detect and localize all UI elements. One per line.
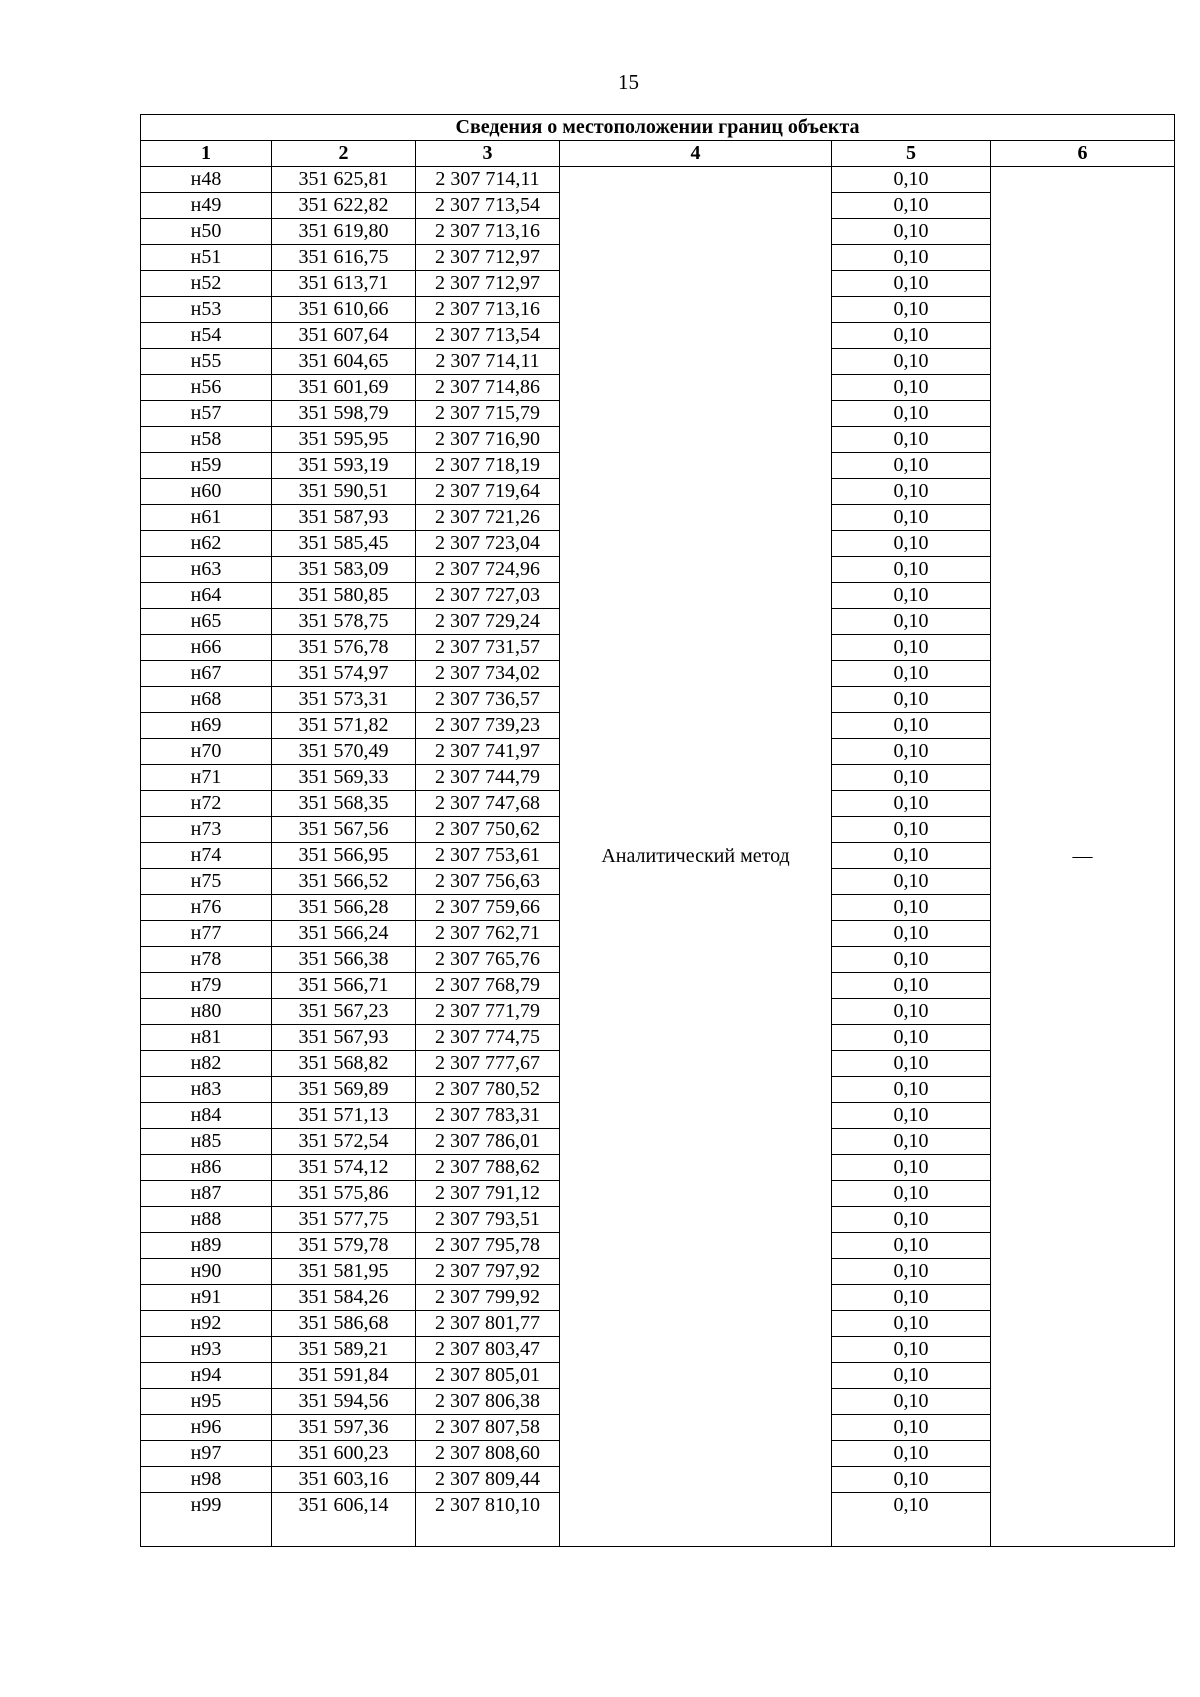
x-coordinate-cell: 351 604,65 <box>272 349 416 375</box>
y-coordinate-cell: 2 307 739,23 <box>416 713 560 739</box>
accuracy-cell: 0,10 <box>832 401 991 427</box>
point-name-cell: н74 <box>141 843 272 869</box>
x-coordinate-cell: 351 567,93 <box>272 1025 416 1051</box>
y-coordinate-cell: 2 307 716,90 <box>416 427 560 453</box>
y-coordinate-cell: 2 307 747,68 <box>416 791 560 817</box>
x-coordinate-cell: 351 593,19 <box>272 453 416 479</box>
point-name-cell: н67 <box>141 661 272 687</box>
point-name-cell: н78 <box>141 947 272 973</box>
x-coordinate-cell: 351 566,28 <box>272 895 416 921</box>
x-coordinate-cell: 351 580,85 <box>272 583 416 609</box>
x-coordinate-cell: 351 625,81 <box>272 167 416 193</box>
point-name-cell: н54 <box>141 323 272 349</box>
point-name-cell: н90 <box>141 1259 272 1285</box>
x-coordinate-cell: 351 566,95 <box>272 843 416 869</box>
accuracy-cell: 0,10 <box>832 1363 991 1389</box>
accuracy-cell: 0,10 <box>832 349 991 375</box>
point-name-cell: н73 <box>141 817 272 843</box>
x-coordinate-cell: 351 570,49 <box>272 739 416 765</box>
accuracy-cell: 0,10 <box>832 557 991 583</box>
accuracy-cell: 0,10 <box>832 765 991 791</box>
accuracy-cell: 0,10 <box>832 453 991 479</box>
point-name-cell: н56 <box>141 375 272 401</box>
x-coordinate-cell: 351 601,69 <box>272 375 416 401</box>
column-header: 2 <box>272 141 416 167</box>
point-name-cell: н95 <box>141 1389 272 1415</box>
y-coordinate-cell: 2 307 719,64 <box>416 479 560 505</box>
accuracy-cell: 0,10 <box>832 375 991 401</box>
point-name-cell: н83 <box>141 1077 272 1103</box>
y-coordinate-cell: 2 307 753,61 <box>416 843 560 869</box>
x-coordinate-cell: 351 577,75 <box>272 1207 416 1233</box>
y-coordinate-cell: 2 307 806,38 <box>416 1389 560 1415</box>
note-cell: — <box>991 167 1175 1547</box>
accuracy-cell: 0,10 <box>832 921 991 947</box>
column-header: 4 <box>560 141 832 167</box>
x-coordinate-cell: 351 569,89 <box>272 1077 416 1103</box>
x-coordinate-cell: 351 566,38 <box>272 947 416 973</box>
x-coordinate-cell: 351 590,51 <box>272 479 416 505</box>
y-coordinate-cell: 2 307 799,92 <box>416 1285 560 1311</box>
y-coordinate-cell: 2 307 741,97 <box>416 739 560 765</box>
y-coordinate-cell: 2 307 783,31 <box>416 1103 560 1129</box>
point-name-cell: н58 <box>141 427 272 453</box>
accuracy-cell: 0,10 <box>832 843 991 869</box>
point-name-cell: н71 <box>141 765 272 791</box>
y-coordinate-cell: 2 307 756,63 <box>416 869 560 895</box>
point-name-cell: н96 <box>141 1415 272 1441</box>
point-name-cell: н75 <box>141 869 272 895</box>
y-coordinate-cell: 2 307 713,54 <box>416 193 560 219</box>
y-coordinate-cell: 2 307 715,79 <box>416 401 560 427</box>
y-coordinate-cell: 2 307 786,01 <box>416 1129 560 1155</box>
accuracy-cell: 0,10 <box>832 323 991 349</box>
accuracy-cell: 0,10 <box>832 1233 991 1259</box>
accuracy-cell: 0,10 <box>832 427 991 453</box>
method-cell: Аналитический метод <box>560 167 832 1547</box>
accuracy-cell: 0,10 <box>832 271 991 297</box>
x-coordinate-cell: 351 613,71 <box>272 271 416 297</box>
point-name-cell: н55 <box>141 349 272 375</box>
accuracy-cell: 0,10 <box>832 1259 991 1285</box>
y-coordinate-cell: 2 307 807,58 <box>416 1415 560 1441</box>
y-coordinate-cell: 2 307 729,24 <box>416 609 560 635</box>
x-coordinate-cell: 351 568,35 <box>272 791 416 817</box>
x-coordinate-cell: 351 576,78 <box>272 635 416 661</box>
x-coordinate-cell: 351 571,13 <box>272 1103 416 1129</box>
accuracy-cell: 0,10 <box>832 1441 991 1467</box>
x-coordinate-cell: 351 585,45 <box>272 531 416 557</box>
point-name-cell: н65 <box>141 609 272 635</box>
y-coordinate-cell: 2 307 808,60 <box>416 1441 560 1467</box>
y-coordinate-cell: 2 307 765,76 <box>416 947 560 973</box>
point-name-cell: н59 <box>141 453 272 479</box>
point-name-cell: н60 <box>141 479 272 505</box>
point-name-cell: н79 <box>141 973 272 999</box>
accuracy-cell: 0,10 <box>832 869 991 895</box>
accuracy-cell: 0,10 <box>832 739 991 765</box>
point-name-cell: н97 <box>141 1441 272 1467</box>
x-coordinate-cell: 351 600,23 <box>272 1441 416 1467</box>
x-coordinate-cell: 351 589,21 <box>272 1337 416 1363</box>
point-name-cell: н77 <box>141 921 272 947</box>
point-name-cell: н62 <box>141 531 272 557</box>
x-coordinate-cell: 351 566,52 <box>272 869 416 895</box>
x-coordinate-cell: 351 578,75 <box>272 609 416 635</box>
point-name-cell: н80 <box>141 999 272 1025</box>
accuracy-cell: 0,10 <box>832 219 991 245</box>
point-name-cell: н89 <box>141 1233 272 1259</box>
y-coordinate-cell: 2 307 762,71 <box>416 921 560 947</box>
point-name-cell: н72 <box>141 791 272 817</box>
point-name-cell: н86 <box>141 1155 272 1181</box>
y-coordinate-cell: 2 307 791,12 <box>416 1181 560 1207</box>
y-coordinate-cell: 2 307 714,11 <box>416 167 560 193</box>
x-coordinate-cell: 351 603,16 <box>272 1467 416 1493</box>
accuracy-cell: 0,10 <box>832 635 991 661</box>
accuracy-cell: 0,10 <box>832 973 991 999</box>
accuracy-cell: 0,10 <box>832 1025 991 1051</box>
accuracy-cell: 0,10 <box>832 661 991 687</box>
accuracy-cell: 0,10 <box>832 193 991 219</box>
y-coordinate-cell: 2 307 723,04 <box>416 531 560 557</box>
column-header: 3 <box>416 141 560 167</box>
x-coordinate-cell: 351 597,36 <box>272 1415 416 1441</box>
x-coordinate-cell: 351 574,97 <box>272 661 416 687</box>
accuracy-cell: 0,10 <box>832 817 991 843</box>
accuracy-cell: 0,10 <box>832 479 991 505</box>
accuracy-cell: 0,10 <box>832 1077 991 1103</box>
accuracy-cell: 0,10 <box>832 1493 991 1547</box>
y-coordinate-cell: 2 307 714,86 <box>416 375 560 401</box>
y-coordinate-cell: 2 307 759,66 <box>416 895 560 921</box>
table-row <box>141 167 1175 193</box>
x-coordinate-cell: 351 587,93 <box>272 505 416 531</box>
point-name-cell: н87 <box>141 1181 272 1207</box>
point-name-cell: н57 <box>141 401 272 427</box>
column-header: 1 <box>141 141 272 167</box>
point-name-cell: н92 <box>141 1311 272 1337</box>
x-coordinate-cell: 351 571,82 <box>272 713 416 739</box>
x-coordinate-cell: 351 574,12 <box>272 1155 416 1181</box>
y-coordinate-cell: 2 307 793,51 <box>416 1207 560 1233</box>
y-coordinate-cell: 2 307 712,97 <box>416 271 560 297</box>
accuracy-cell: 0,10 <box>832 791 991 817</box>
table-title-row <box>141 115 1175 141</box>
table-title: Сведения о местоположении границ объекта <box>141 115 1175 141</box>
accuracy-cell: 0,10 <box>832 1337 991 1363</box>
y-coordinate-cell: 2 307 713,16 <box>416 297 560 323</box>
point-name-cell: н81 <box>141 1025 272 1051</box>
accuracy-cell: 0,10 <box>832 1181 991 1207</box>
point-name-cell: н76 <box>141 895 272 921</box>
point-name-cell: н94 <box>141 1363 272 1389</box>
y-coordinate-cell: 2 307 712,97 <box>416 245 560 271</box>
y-coordinate-cell: 2 307 724,96 <box>416 557 560 583</box>
accuracy-cell: 0,10 <box>832 167 991 193</box>
point-name-cell: н99 <box>141 1493 272 1547</box>
x-coordinate-cell: 351 606,14 <box>272 1493 416 1547</box>
y-coordinate-cell: 2 307 744,79 <box>416 765 560 791</box>
x-coordinate-cell: 351 583,09 <box>272 557 416 583</box>
x-coordinate-cell: 351 616,75 <box>272 245 416 271</box>
point-name-cell: н51 <box>141 245 272 271</box>
accuracy-cell: 0,10 <box>832 1051 991 1077</box>
point-name-cell: н61 <box>141 505 272 531</box>
y-coordinate-cell: 2 307 801,77 <box>416 1311 560 1337</box>
y-coordinate-cell: 2 307 713,16 <box>416 219 560 245</box>
y-coordinate-cell: 2 307 803,47 <box>416 1337 560 1363</box>
accuracy-cell: 0,10 <box>832 531 991 557</box>
x-coordinate-cell: 351 579,78 <box>272 1233 416 1259</box>
point-name-cell: н53 <box>141 297 272 323</box>
point-name-cell: н88 <box>141 1207 272 1233</box>
page-number: 15 <box>618 70 639 94</box>
x-coordinate-cell: 351 572,54 <box>272 1129 416 1155</box>
y-coordinate-cell: 2 307 797,92 <box>416 1259 560 1285</box>
x-coordinate-cell: 351 575,86 <box>272 1181 416 1207</box>
accuracy-cell: 0,10 <box>832 713 991 739</box>
point-name-cell: н84 <box>141 1103 272 1129</box>
point-name-cell: н70 <box>141 739 272 765</box>
column-header: 6 <box>991 141 1175 167</box>
point-name-cell: н82 <box>141 1051 272 1077</box>
point-name-cell: н93 <box>141 1337 272 1363</box>
column-number-row <box>141 141 1175 167</box>
accuracy-cell: 0,10 <box>832 947 991 973</box>
x-coordinate-cell: 351 566,24 <box>272 921 416 947</box>
point-name-cell: н69 <box>141 713 272 739</box>
point-name-cell: н68 <box>141 687 272 713</box>
accuracy-cell: 0,10 <box>832 505 991 531</box>
y-coordinate-cell: 2 307 805,01 <box>416 1363 560 1389</box>
accuracy-cell: 0,10 <box>832 1285 991 1311</box>
accuracy-cell: 0,10 <box>832 1207 991 1233</box>
x-coordinate-cell: 351 573,31 <box>272 687 416 713</box>
x-coordinate-cell: 351 594,56 <box>272 1389 416 1415</box>
y-coordinate-cell: 2 307 780,52 <box>416 1077 560 1103</box>
boundary-coordinates-table <box>140 114 1175 1547</box>
x-coordinate-cell: 351 619,80 <box>272 219 416 245</box>
x-coordinate-cell: 351 607,64 <box>272 323 416 349</box>
point-name-cell: н85 <box>141 1129 272 1155</box>
y-coordinate-cell: 2 307 736,57 <box>416 687 560 713</box>
accuracy-cell: 0,10 <box>832 1311 991 1337</box>
y-coordinate-cell: 2 307 809,44 <box>416 1467 560 1493</box>
point-name-cell: н50 <box>141 219 272 245</box>
accuracy-cell: 0,10 <box>832 1103 991 1129</box>
column-header: 5 <box>832 141 991 167</box>
y-coordinate-cell: 2 307 774,75 <box>416 1025 560 1051</box>
y-coordinate-cell: 2 307 795,78 <box>416 1233 560 1259</box>
x-coordinate-cell: 351 595,95 <box>272 427 416 453</box>
accuracy-cell: 0,10 <box>832 1415 991 1441</box>
y-coordinate-cell: 2 307 713,54 <box>416 323 560 349</box>
y-coordinate-cell: 2 307 750,62 <box>416 817 560 843</box>
accuracy-cell: 0,10 <box>832 895 991 921</box>
accuracy-cell: 0,10 <box>832 1467 991 1493</box>
accuracy-cell: 0,10 <box>832 1155 991 1181</box>
y-coordinate-cell: 2 307 718,19 <box>416 453 560 479</box>
accuracy-cell: 0,10 <box>832 1389 991 1415</box>
point-name-cell: н63 <box>141 557 272 583</box>
accuracy-cell: 0,10 <box>832 687 991 713</box>
y-coordinate-cell: 2 307 777,67 <box>416 1051 560 1077</box>
y-coordinate-cell: 2 307 714,11 <box>416 349 560 375</box>
point-name-cell: н49 <box>141 193 272 219</box>
y-coordinate-cell: 2 307 788,62 <box>416 1155 560 1181</box>
x-coordinate-cell: 351 569,33 <box>272 765 416 791</box>
y-coordinate-cell: 2 307 721,26 <box>416 505 560 531</box>
point-name-cell: н48 <box>141 167 272 193</box>
point-name-cell: н98 <box>141 1467 272 1493</box>
x-coordinate-cell: 351 591,84 <box>272 1363 416 1389</box>
x-coordinate-cell: 351 581,95 <box>272 1259 416 1285</box>
y-coordinate-cell: 2 307 734,02 <box>416 661 560 687</box>
accuracy-cell: 0,10 <box>832 583 991 609</box>
x-coordinate-cell: 351 567,56 <box>272 817 416 843</box>
y-coordinate-cell: 2 307 768,79 <box>416 973 560 999</box>
x-coordinate-cell: 351 566,71 <box>272 973 416 999</box>
accuracy-cell: 0,10 <box>832 999 991 1025</box>
point-name-cell: н52 <box>141 271 272 297</box>
accuracy-cell: 0,10 <box>832 609 991 635</box>
point-name-cell: н64 <box>141 583 272 609</box>
x-coordinate-cell: 351 598,79 <box>272 401 416 427</box>
accuracy-cell: 0,10 <box>832 245 991 271</box>
accuracy-cell: 0,10 <box>832 297 991 323</box>
y-coordinate-cell: 2 307 810,10 <box>416 1493 560 1547</box>
x-coordinate-cell: 351 610,66 <box>272 297 416 323</box>
table-body <box>141 167 1175 1547</box>
x-coordinate-cell: 351 622,82 <box>272 193 416 219</box>
point-name-cell: н66 <box>141 635 272 661</box>
accuracy-cell: 0,10 <box>832 1129 991 1155</box>
x-coordinate-cell: 351 567,23 <box>272 999 416 1025</box>
x-coordinate-cell: 351 568,82 <box>272 1051 416 1077</box>
x-coordinate-cell: 351 584,26 <box>272 1285 416 1311</box>
y-coordinate-cell: 2 307 727,03 <box>416 583 560 609</box>
y-coordinate-cell: 2 307 771,79 <box>416 999 560 1025</box>
x-coordinate-cell: 351 586,68 <box>272 1311 416 1337</box>
y-coordinate-cell: 2 307 731,57 <box>416 635 560 661</box>
point-name-cell: н91 <box>141 1285 272 1311</box>
